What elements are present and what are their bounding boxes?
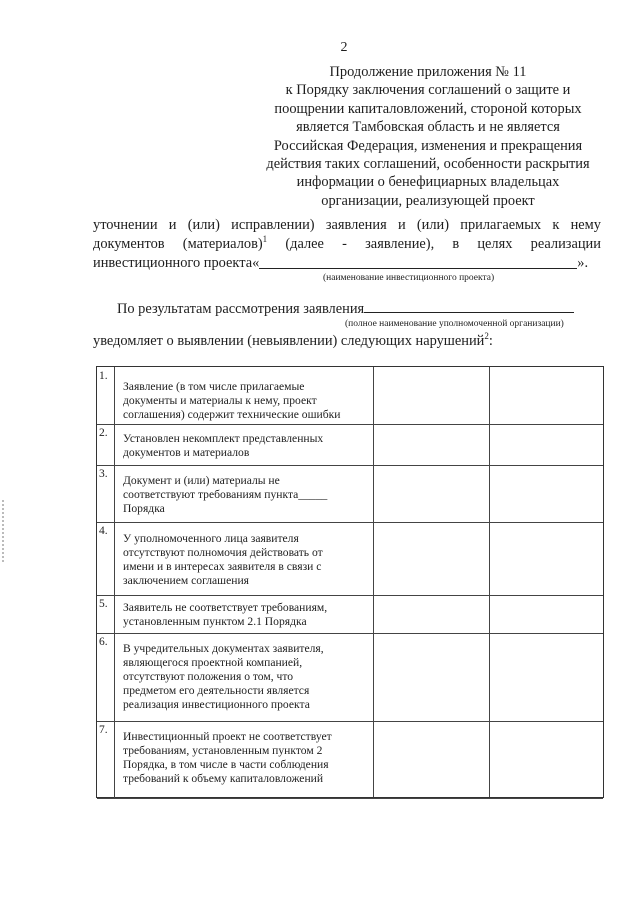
intro-word: (далее: [285, 236, 324, 252]
results-text: По результатам рассмотрения заявления: [117, 301, 365, 317]
intro-word: заявление),: [365, 236, 435, 252]
row-text-line: требований к объему капиталовложений: [123, 772, 324, 785]
row-text-line: Установлен некомплект представленных: [123, 432, 324, 445]
intro-word: целях: [477, 236, 513, 252]
row-number: 6.: [97, 633, 115, 721]
row-number: 3.: [97, 465, 115, 522]
row-text-line: предметом его деятельности является: [123, 684, 310, 697]
intro-line-2: [93, 235, 601, 254]
row-description: [123, 474, 367, 516]
footnote-ref-1: 1: [262, 234, 268, 245]
row-text-line: документов и материалов: [123, 446, 250, 459]
row-text-line: У уполномоченного лица заявителя: [123, 532, 299, 545]
row-description: [123, 730, 367, 786]
row-text-line: Порядка, в том числе в части соблюдения: [123, 758, 329, 771]
row-text-line: документы и материалы к нему, проект: [123, 394, 317, 407]
appendix-header: [242, 63, 614, 210]
row-text-line: отсутствуют полномочия действовать от: [123, 546, 323, 559]
intro-word: (или): [416, 217, 450, 233]
column-divider: [489, 367, 490, 797]
results-line-1: [93, 298, 613, 319]
intro-word: заявления: [325, 217, 387, 233]
row-text-line: В учредительных документах заявителя,: [123, 642, 324, 655]
intro-word: инвестиционного проекта«: [93, 255, 260, 271]
row-description: [123, 601, 367, 629]
row-text-line: Инвестиционный проект не соответствует: [123, 730, 332, 743]
header-line: информации о бенефициарных владельцах: [296, 174, 560, 191]
row-text-line: Заявитель не соответствует требованиям,: [123, 601, 328, 614]
row-text-line: имени и в интересах заявителя в связи с: [123, 560, 322, 573]
table-row: [97, 465, 603, 523]
header-line: Российская Федерация, изменения и прекращения: [273, 137, 583, 154]
header-line: поощрении капиталовложений, стороной которых: [274, 100, 582, 117]
row-description: [123, 380, 367, 422]
row-number: 7.: [97, 721, 115, 798]
footnote-ref-2: 2: [484, 331, 489, 342]
results-paragraph: [93, 298, 613, 351]
intro-word: и: [397, 217, 406, 233]
intro-word: нему: [570, 217, 601, 233]
row-description: [123, 642, 367, 712]
row-text-line: Документ и (или) материалы не: [123, 474, 280, 487]
results-text: :: [488, 333, 493, 349]
header-line: к Порядку заключения соглашений о защите и: [285, 82, 571, 99]
row-text-line: соглашения) содержит технические ошибки: [123, 408, 341, 421]
table-row: [97, 595, 603, 634]
project-name-field[interactable]: [259, 254, 577, 269]
intro-word: ».: [577, 255, 589, 271]
row-text-line: Заявление (в том числе прилагаемые: [123, 380, 305, 393]
row-number: 2.: [97, 424, 115, 465]
intro-word: исправлении): [231, 217, 315, 233]
row-number: 5.: [97, 595, 115, 633]
row-description: [123, 432, 367, 460]
row-text-line: являющегося проектной компанией,: [123, 656, 303, 669]
row-number: 4.: [97, 522, 115, 595]
intro-paragraph: [93, 216, 601, 284]
intro-word: (материалов): [182, 236, 263, 252]
header-line: является Тамбовская область и не является: [296, 119, 560, 136]
table-row: [97, 367, 603, 425]
row-description: [123, 532, 367, 588]
intro-word: реализации: [530, 236, 601, 252]
row-text-line: требованиям, установленным пунктом 2: [123, 744, 323, 757]
intro-line-1: [93, 216, 601, 235]
project-name-caption: (наименование инвестиционного проекта): [323, 273, 495, 283]
header-line: Продолжение приложения № 11: [329, 64, 527, 80]
table-row: [97, 721, 603, 799]
intro-word-group: [183, 235, 267, 254]
row-text-line: соответствуют требованиям пункта_____: [123, 488, 328, 501]
row-text-line: отсутствуют положения о том, что: [123, 670, 294, 683]
row-text-line: установленным пунктом 2.1 Порядка: [123, 615, 307, 628]
table-row: [97, 424, 603, 466]
results-line-2: [93, 332, 613, 351]
violations-table: [96, 366, 604, 798]
intro-word: (или): [187, 217, 220, 233]
intro-word: в: [452, 236, 460, 252]
intro-word: прилагаемых: [460, 217, 542, 233]
page-number: 2: [340, 40, 348, 55]
organization-name-field[interactable]: [364, 298, 574, 313]
column-divider: [373, 367, 374, 797]
intro-word: -: [342, 236, 347, 252]
intro-word: и: [168, 217, 177, 233]
results-text: уведомляет о выявлении (невыявлении) следующих нарушений: [93, 333, 485, 349]
intro-word: документов: [93, 236, 165, 252]
row-text-line: заключением соглашения: [123, 574, 249, 587]
intro-word: к: [552, 217, 560, 233]
scan-artifact: [2, 500, 4, 562]
row-text-line: реализация инвестиционного проекта: [123, 698, 310, 711]
organization-name-caption: (полное наименование уполномоченной организации): [345, 319, 564, 329]
table-row: [97, 522, 603, 596]
header-line: действия таких соглашений, особенности раскрытия: [266, 156, 590, 173]
intro-line-3: [93, 254, 601, 273]
table-row: [97, 633, 603, 722]
intro-word: уточнении: [93, 217, 158, 233]
row-text-line: Порядка: [123, 502, 165, 515]
header-line: организации, реализующей проект: [321, 192, 535, 209]
row-number: 1.: [97, 367, 115, 424]
